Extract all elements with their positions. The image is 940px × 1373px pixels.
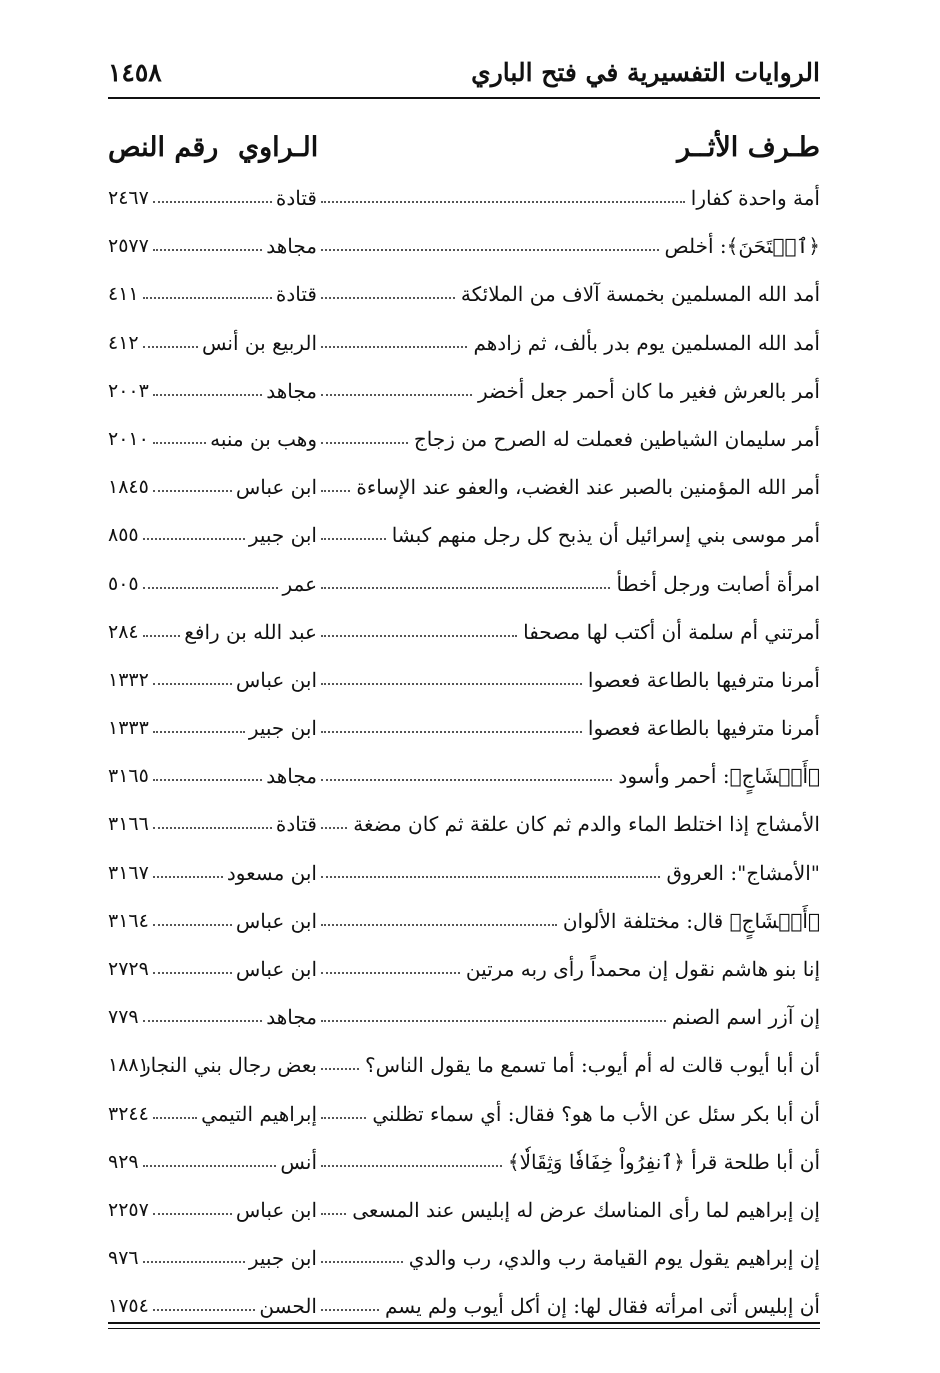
text-number: ٨٥٥	[108, 524, 139, 547]
index-list	[108, 174, 820, 1331]
leader-dots	[321, 394, 472, 396]
leader-dots	[143, 346, 198, 348]
index-row	[108, 1090, 820, 1138]
athar-text: "الأمشاج": العروق	[666, 860, 820, 885]
rawi-name: ابن جبير	[248, 523, 317, 548]
footer-rule-thin	[108, 1328, 820, 1329]
text-number: ٣٢٤٤	[108, 1102, 149, 1125]
text-number: ٢٤٦٧	[108, 187, 149, 209]
text-number: ٩٧٦	[108, 1247, 139, 1270]
athar-text: ﴿أَمۡشَاجٍ﴾ قال: مختلفة الألوان	[562, 908, 820, 933]
athar-text: إنا بنو هاشم نقول إن محمداً رأى ربه مرتين	[465, 957, 820, 981]
leader-dots	[321, 1165, 502, 1167]
leader-dots	[321, 587, 610, 589]
leader-dots	[143, 297, 272, 299]
rawi-name: مجاهد	[266, 764, 317, 789]
athar-text: أن أبا أيوب قالت له أم أيوب: أما تسمع ما يقول الناس؟	[365, 1053, 820, 1078]
rawi-name: قتادة	[275, 812, 317, 837]
text-number: ٥٠٥	[108, 572, 139, 595]
index-row	[108, 367, 820, 415]
text-number: ٢٧٢٩	[108, 958, 149, 980]
athar-text: الأمشاج إذا اختلط الماء والدم ثم كان علقة ثم كان مضغة	[353, 812, 820, 837]
leader-dots	[321, 249, 659, 251]
leader-dots	[321, 1309, 379, 1311]
index-row	[108, 945, 820, 993]
rawi-name: بعض رجال بني النجار	[140, 1053, 317, 1078]
leader-dots	[153, 201, 272, 203]
leader-dots	[153, 249, 262, 251]
index-row	[108, 656, 820, 704]
index-row	[108, 897, 820, 945]
leader-dots	[321, 779, 612, 781]
athar-text: أمرتني أم سلمة أن أكتب لها مصحفا	[523, 619, 820, 644]
leader-dots	[321, 346, 467, 348]
index-row	[108, 752, 820, 800]
rawi-name: عبد الله بن رافع	[184, 619, 317, 644]
index-row	[108, 270, 820, 318]
index-row	[108, 1234, 820, 1282]
rawi-name: قتادة	[275, 282, 317, 307]
athar-text: أمد الله المسلمين يوم بدر بألف، ثم زادهم	[473, 330, 820, 355]
athar-text: أمر موسى بني إسرائيل أن يذبح كل رجل منهم كبشا	[391, 523, 820, 548]
rawi-name: ابن جبير	[248, 716, 317, 741]
index-row	[108, 608, 820, 656]
text-number: ١٨٨١	[108, 1054, 149, 1077]
text-number: ٧٧٩	[108, 1006, 139, 1029]
text-number: ٤١٢	[108, 331, 139, 354]
heading-text-number: رقم النص	[108, 132, 219, 163]
text-number: ٢٢٥٧	[108, 1198, 149, 1221]
leader-dots	[321, 1020, 666, 1022]
index-row	[108, 463, 820, 511]
rawi-name: ابن عباس	[235, 1197, 317, 1222]
rawi-name: مجاهد	[266, 1005, 317, 1030]
index-row	[108, 511, 820, 559]
text-number: ٣١٦٧	[108, 861, 149, 884]
text-number: ٤١١	[108, 283, 139, 306]
leader-dots	[143, 538, 245, 540]
athar-text: أمر سليمان الشياطين فعملت له الصرح من زجاج	[413, 426, 820, 451]
athar-text: أمرنا مترفيها بالطاعة فعصوا	[587, 716, 820, 741]
athar-text: أمد الله المسلمين بخمسة آلاف من الملائكة	[460, 282, 820, 307]
index-row	[108, 1041, 820, 1089]
leader-dots	[153, 779, 262, 781]
footer-rule	[108, 1322, 820, 1324]
text-number: ١٨٤٥	[108, 476, 149, 499]
index-row	[108, 560, 820, 608]
leader-dots	[321, 683, 582, 685]
athar-text: أن أبا بكر سئل عن الأب ما هو؟ فقال: أي سماء تظلني	[372, 1101, 820, 1126]
athar-text: أن أبا طلحة قرأ ﴿ٱنفِرُواْ خِفَافٗا وَثِقَالٗا﴾	[507, 1149, 820, 1174]
leader-dots	[321, 972, 460, 974]
leader-dots	[321, 297, 455, 299]
rawi-name: الربيع بن أنس	[201, 330, 317, 355]
index-row	[108, 1186, 820, 1234]
leader-dots	[153, 1309, 255, 1311]
header-rule	[108, 97, 820, 99]
rawi-name: ابن عباس	[235, 475, 317, 500]
leader-dots	[321, 1068, 359, 1070]
leader-dots	[321, 876, 660, 878]
athar-text: إن إبراهيم لما رأى المناسك عرض له إبليس عند المسعى	[352, 1197, 820, 1222]
index-row	[108, 849, 820, 897]
leader-dots	[321, 924, 557, 926]
athar-text: إن إبراهيم يقول يوم القيامة رب والدي، رب والدي	[408, 1246, 820, 1271]
index-row	[108, 993, 820, 1041]
rawi-name: أنس	[280, 1149, 317, 1174]
page-number: ١٤٥٨	[108, 58, 162, 87]
leader-dots	[321, 731, 582, 733]
index-row	[108, 800, 820, 848]
rawi-name: ابن جبير	[248, 1246, 317, 1271]
leader-dots	[321, 1213, 346, 1215]
rawi-name: قتادة	[275, 186, 317, 210]
athar-text: إن آزر اسم الصنم	[671, 1005, 820, 1030]
text-number: ٢٠٠٣	[108, 379, 149, 402]
index-row	[108, 222, 820, 270]
rawi-name: مجاهد	[266, 234, 317, 259]
leader-dots	[321, 1117, 366, 1119]
leader-dots	[321, 827, 347, 829]
athar-text: أن إبليس أتى امرأته فقال لها: إن أكل أيوب ولم يسم	[384, 1294, 820, 1319]
text-number: ٣١٦٥	[108, 765, 149, 788]
athar-text: أمر الله المؤمنين بالصبر عند الغضب، والعفو عند الإساءة	[356, 475, 820, 500]
index-row	[108, 704, 820, 752]
text-number: ٣١٦٦	[108, 813, 149, 836]
leader-dots	[153, 683, 232, 685]
leader-dots	[153, 490, 232, 492]
athar-text: امرأة أصابت ورجل أخطأ	[616, 571, 820, 596]
leader-dots	[143, 635, 180, 637]
leader-dots	[321, 538, 386, 540]
leader-dots	[153, 924, 232, 926]
leader-dots	[153, 1117, 197, 1119]
rawi-name: ابن مسعود	[226, 860, 317, 885]
leader-dots	[153, 731, 245, 733]
text-number: ٢٨٤	[108, 620, 139, 643]
rawi-name: ابن عباس	[235, 667, 317, 692]
leader-dots	[153, 1213, 232, 1215]
heading-rawi: الـراوي	[238, 132, 319, 163]
leader-dots	[143, 587, 278, 589]
text-number: ١٣٣٣	[108, 717, 149, 740]
athar-text: أمة واحدة كفارا	[690, 186, 820, 210]
text-number: ٢٠١٠	[108, 427, 149, 450]
rawi-name: إبراهيم التيمي	[201, 1101, 317, 1126]
text-number: ٩٢٩	[108, 1150, 139, 1173]
text-number: ٢٥٧٧	[108, 235, 149, 258]
text-number: ١٧٥٤	[108, 1295, 149, 1318]
index-row	[108, 415, 820, 463]
leader-dots	[153, 972, 232, 974]
leader-dots	[321, 201, 685, 203]
index-row	[108, 1138, 820, 1186]
leader-dots	[143, 1020, 262, 1022]
leader-dots	[143, 1261, 245, 1263]
text-number: ١٣٣٢	[108, 668, 149, 691]
rawi-name: وهب بن منبه	[210, 426, 317, 451]
leader-dots	[321, 490, 350, 492]
column-headings	[108, 132, 820, 176]
athar-text: أمر بالعرش فغير ما كان أحمر جعل أخضر	[477, 378, 820, 403]
text-number: ٣١٦٤	[108, 909, 149, 932]
running-header	[108, 58, 820, 96]
leader-dots	[321, 635, 517, 637]
rawi-name: مجاهد	[266, 378, 317, 403]
leader-dots	[153, 876, 223, 878]
leader-dots	[153, 827, 272, 829]
heading-athar: طـرف الأثــر	[677, 132, 820, 163]
index-row	[108, 319, 820, 367]
book-title: الروايات التفسيرية في فتح الباري	[471, 58, 820, 87]
athar-text: ﴿ٱمۡتَحَنَ﴾: أخلص	[664, 234, 820, 259]
rawi-name: ابن عباس	[235, 957, 317, 981]
leader-dots	[321, 442, 408, 444]
index-row	[108, 174, 820, 222]
rawi-name: الحسن	[259, 1294, 317, 1319]
rawi-name: عمر	[282, 571, 317, 596]
rawi-name: ابن عباس	[235, 908, 317, 933]
athar-text: أمرنا مترفيها بالطاعة فعصوا	[587, 667, 820, 692]
leader-dots	[143, 1165, 276, 1167]
leader-dots	[321, 1261, 403, 1263]
athar-text: ﴿أَمۡشَاجٍ﴾: أحمر وأسود	[618, 764, 820, 789]
leader-dots	[153, 394, 262, 396]
leader-dots	[153, 442, 206, 444]
